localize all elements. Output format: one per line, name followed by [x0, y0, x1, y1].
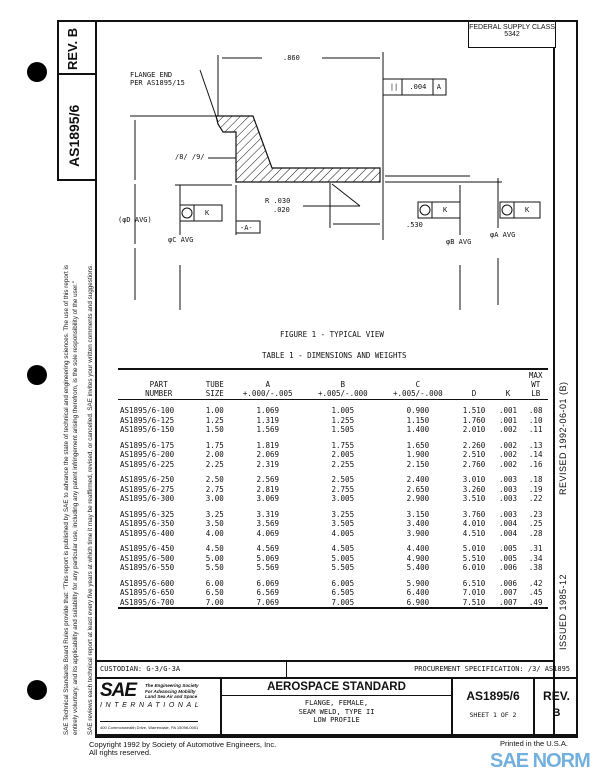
- table-cell: .007: [498, 597, 518, 607]
- table-title: TABLE 1 - DIMENSIONS AND WEIGHTS: [262, 351, 407, 360]
- table-cell: 5.50: [205, 563, 224, 572]
- table-cell: 7.069: [256, 597, 280, 607]
- watermark: SAE NORM: [490, 750, 590, 772]
- table-cell: 3.319: [256, 509, 280, 519]
- table-cell: 6.50: [205, 588, 224, 597]
- sae-logo: SAE: [100, 680, 137, 701]
- table-cell: .003: [498, 494, 518, 503]
- table-cell: 3.260: [462, 484, 486, 494]
- table-cell: 1.319: [256, 415, 280, 425]
- table-cell: .42: [528, 578, 543, 588]
- table-cell: AS1895/6-700: [120, 597, 175, 607]
- table-cell: 1.510: [462, 406, 486, 415]
- table-cell: 3.150: [406, 509, 430, 519]
- table-cell: 2.505: [331, 475, 355, 484]
- table-cell: AS1895/6-300: [120, 494, 175, 503]
- table-cell: 1.00: [205, 406, 224, 415]
- figure-caption: FIGURE 1 - TYPICAL VIEW: [280, 330, 384, 339]
- table-cell: 1.75: [205, 440, 224, 450]
- table-cell: 5.400: [406, 563, 430, 572]
- table-cell: 5.900: [406, 578, 430, 588]
- table-cell: .002: [498, 440, 518, 450]
- table-cell: .22: [528, 494, 543, 503]
- table-cell: .14: [528, 450, 543, 459]
- table-cell: 4.400: [406, 544, 430, 553]
- table-row: [118, 416, 548, 426]
- issued-date: ISSUED 1985-12: [558, 573, 568, 650]
- sae-logo-block: [95, 679, 222, 736]
- table-cell: 2.319: [256, 459, 280, 469]
- procurement-spec: PROCUREMENT SPECIFICATION: /3/ AS1895: [414, 665, 570, 673]
- supply-class-box: FEDERAL SUPPLY CLASS 5342: [468, 20, 556, 48]
- dia-c-label: φC AVG: [168, 236, 194, 244]
- table-cell: .003: [498, 509, 518, 519]
- table-cell: 2.819: [256, 484, 280, 494]
- table-cell: .002: [498, 459, 518, 469]
- figure-drawing: [0, 0, 600, 340]
- table-cell: 1.150: [406, 415, 430, 425]
- table-cell: .08: [528, 406, 543, 415]
- table-cell: 2.760: [462, 459, 486, 469]
- table-cell: 2.650: [406, 484, 430, 494]
- table-cell: 3.50: [205, 519, 224, 528]
- table-cell: 3.900: [406, 528, 430, 538]
- rev-block: REV. B: [543, 689, 570, 719]
- table-row: [118, 435, 548, 451]
- dimensions-table: [118, 368, 548, 609]
- table-cell: .002: [498, 425, 518, 434]
- column-header: B +.005/-.000: [305, 369, 380, 400]
- column-header: K: [493, 369, 524, 400]
- table-cell: 2.75: [205, 484, 224, 494]
- column-header: D: [455, 369, 492, 400]
- table-cell: 6.400: [406, 588, 430, 597]
- table-cell: AS1895/6-200: [120, 450, 175, 459]
- table-cell: 6.00: [205, 578, 224, 588]
- table-cell: .19: [528, 484, 543, 494]
- table-cell: .31: [528, 544, 543, 553]
- table-cell: 2.900: [406, 494, 430, 503]
- table-cell: 1.755: [331, 440, 355, 450]
- table-cell: 1.255: [331, 415, 355, 425]
- table-cell: 4.50: [205, 544, 224, 553]
- document-category: AEROSPACE STANDARD: [222, 679, 451, 696]
- datum-a: -A-: [240, 224, 253, 232]
- table-cell: .007: [498, 588, 518, 597]
- table-cell: 7.510: [462, 597, 486, 607]
- sae-address: 400 Commonwealth Drive, Warrendale, PA 15096-0001: [100, 721, 198, 730]
- table-cell: 1.900: [406, 450, 430, 459]
- table-cell: 1.400: [406, 425, 430, 434]
- table-row: [118, 588, 548, 598]
- table-cell: AS1895/6-125: [120, 415, 175, 425]
- table-cell: .11: [528, 425, 543, 434]
- table-cell: .18: [528, 475, 543, 484]
- table-cell: 1.069: [256, 406, 280, 415]
- table-cell: 4.010: [462, 519, 486, 528]
- table-cell: 0.900: [406, 406, 430, 415]
- table-cell: 1.569: [256, 425, 280, 434]
- sheet-number: SHEET 1 OF 2: [469, 711, 517, 719]
- dim-860: .860: [283, 54, 300, 62]
- table-row: [118, 504, 548, 520]
- table-cell: 2.255: [331, 459, 355, 469]
- table-cell: 6.510: [462, 578, 486, 588]
- table-cell: .005: [498, 553, 518, 563]
- position-tolerance-a: [500, 202, 540, 218]
- table-cell: .45: [528, 588, 543, 597]
- table-cell: .001: [498, 415, 518, 425]
- position-tolerance-b: [418, 202, 460, 218]
- table-cell: 5.005: [331, 553, 355, 563]
- table-row: [118, 563, 548, 573]
- table-row: [118, 469, 548, 485]
- table-cell: 1.760: [462, 415, 486, 425]
- column-header: MAX WT LB: [523, 369, 548, 400]
- doc-number: AS1895/6: [66, 104, 82, 167]
- table-cell: 4.510: [462, 528, 486, 538]
- flange-section: [216, 116, 380, 182]
- flange-end-note: FLANGE END PER AS1895/15: [130, 71, 185, 87]
- table-cell: AS1895/6-350: [120, 519, 175, 528]
- table-cell: AS1895/6-650: [120, 588, 175, 597]
- table-row: [118, 573, 548, 589]
- table-cell: 7.005: [331, 597, 355, 607]
- table-cell: 3.510: [462, 494, 486, 503]
- table-cell: 1.650: [406, 440, 430, 450]
- table-cell: .13: [528, 440, 543, 450]
- table-cell: 2.400: [406, 475, 430, 484]
- table-cell: 2.755: [331, 484, 355, 494]
- table-cell: .005: [498, 544, 518, 553]
- table-cell: 3.010: [462, 475, 486, 484]
- table-cell: 4.005: [331, 528, 355, 538]
- table-cell: 3.505: [331, 519, 355, 528]
- table-cell: 6.069: [256, 578, 280, 588]
- table-cell: 2.50: [205, 475, 224, 484]
- revised-date: REVISED 1992-06-01 (B): [558, 381, 568, 495]
- table-cell: AS1895/6-325: [120, 509, 175, 519]
- table-cell: 3.069: [256, 494, 280, 503]
- position-tolerance-c: [180, 205, 222, 221]
- table-cell: 2.00: [205, 450, 224, 459]
- table-cell: 6.900: [406, 597, 430, 607]
- table-cell: 5.505: [331, 563, 355, 572]
- table-row: [118, 485, 548, 495]
- table-row: [118, 400, 548, 416]
- table-cell: .25: [528, 519, 543, 528]
- k-label: K: [205, 209, 210, 217]
- table-cell: 2.010: [462, 425, 486, 434]
- dia-b-label: φB AVG: [446, 238, 472, 246]
- table-row: [118, 554, 548, 564]
- table-cell: 4.569: [256, 544, 280, 553]
- table-cell: 2.150: [406, 459, 430, 469]
- table-cell: 3.255: [331, 509, 355, 519]
- table-cell: AS1895/6-550: [120, 563, 175, 572]
- table-cell: 3.760: [462, 509, 486, 519]
- table-cell: AS1895/6-225: [120, 459, 175, 469]
- logo-tagline: The Engineering Society For Advancing Mobility Land Sea Air and Space: [145, 683, 199, 699]
- table-cell: 5.069: [256, 553, 280, 563]
- printed-in: Printed in the U.S.A.: [500, 739, 568, 748]
- table-cell: 6.569: [256, 588, 280, 597]
- table-cell: 3.25: [205, 509, 224, 519]
- table-cell: 2.069: [256, 450, 280, 459]
- table-cell: 1.505: [331, 425, 355, 434]
- table-cell: 2.005: [331, 450, 355, 459]
- weld-note: /8/ /9/: [175, 153, 205, 161]
- k-label: K: [443, 206, 448, 214]
- table-cell: AS1895/6-600: [120, 578, 175, 588]
- table-row: [118, 598, 548, 609]
- copyright: Copyright 1992 by Society of Automotive Engineers, Inc. All rights reserved.: [89, 740, 277, 757]
- table-row: [118, 425, 548, 435]
- table-cell: 4.900: [406, 553, 430, 563]
- table-cell: AS1895/6-500: [120, 553, 175, 563]
- table-cell: 2.25: [205, 459, 224, 469]
- logo-international: INTERNATIONAL: [100, 702, 203, 709]
- dia-a-label: φA AVG: [490, 231, 516, 239]
- table-cell: 1.25: [205, 415, 224, 425]
- title-block: [95, 679, 578, 736]
- table-cell: .38: [528, 563, 543, 572]
- table-cell: .34: [528, 553, 543, 563]
- table-row: [118, 519, 548, 529]
- table-cell: 3.400: [406, 519, 430, 528]
- table-cell: .23: [528, 509, 543, 519]
- table-cell: .28: [528, 528, 543, 538]
- table-cell: .002: [498, 450, 518, 459]
- table-cell: 5.510: [462, 553, 486, 563]
- table-cell: .004: [498, 519, 518, 528]
- table-cell: .003: [498, 484, 518, 494]
- binder-hole: [27, 365, 47, 385]
- table-cell: .49: [528, 597, 543, 607]
- table-cell: 1.50: [205, 425, 224, 434]
- table-row: [118, 450, 548, 460]
- column-header: C +.005/-.000: [380, 369, 455, 400]
- dim-530: .530: [406, 221, 423, 229]
- table-cell: 2.260: [462, 440, 486, 450]
- table-cell: AS1895/6-450: [120, 544, 175, 553]
- table-cell: .10: [528, 415, 543, 425]
- disclaimer: SAE Technical Standards Board Rules provide that: "This report is published by SAE to advance the state of technical and engineering sciences. The use of this report is entirely voluntary, and its applicability and suitability for any particular use, including any patent infringement arising therefrom, is the sole responsibility of the user." SAE reviews each technical report at least every five years at which time it may be reaffirmed, revised, or cancelled. SAE invites your written comments and suggestions.: [63, 264, 94, 735]
- table-cell: 2.510: [462, 450, 486, 459]
- table-cell: 7.010: [462, 588, 486, 597]
- table-cell: 1.819: [256, 440, 280, 450]
- table-cell: 6.505: [331, 588, 355, 597]
- column-header: PART NUMBER: [118, 369, 199, 400]
- table-cell: 4.505: [331, 544, 355, 553]
- table-cell: 3.00: [205, 494, 224, 503]
- doc-number-block: AS1895/6: [466, 689, 520, 703]
- table-cell: 3.005: [331, 494, 355, 503]
- table-cell: 5.569: [256, 563, 280, 572]
- table-cell: AS1895/6-100: [120, 406, 175, 415]
- radius-note: R .030 .020: [265, 197, 291, 214]
- table-cell: .006: [498, 578, 518, 588]
- table-cell: .16: [528, 459, 543, 469]
- k-label: K: [525, 206, 530, 214]
- table-row: [118, 529, 548, 539]
- table-cell: AS1895/6-400: [120, 528, 175, 538]
- table-row: [118, 538, 548, 554]
- table-cell: AS1895/6-150: [120, 425, 175, 434]
- table-cell: 4.069: [256, 528, 280, 538]
- table-cell: AS1895/6-275: [120, 484, 175, 494]
- document-title: FLANGE, FEMALE, SEAM WELD, TYPE II LOW PROFILE: [298, 699, 375, 724]
- table-cell: .001: [498, 406, 518, 415]
- table-cell: 3.569: [256, 519, 280, 528]
- dia-d-label: (φD AVG): [118, 216, 152, 224]
- table-cell: 5.010: [462, 544, 486, 553]
- rev-label: REV. B: [65, 27, 80, 70]
- custodian: CUSTODIAN: G-3/G-3A: [100, 665, 181, 673]
- parallelism-values: || .004 A: [389, 83, 441, 91]
- table-cell: .004: [498, 528, 518, 538]
- binder-hole: [27, 680, 47, 700]
- table-cell: 5.00: [205, 553, 224, 563]
- table-cell: AS1895/6-175: [120, 440, 175, 450]
- table-cell: 7.00: [205, 597, 224, 607]
- table-cell: 2.569: [256, 475, 280, 484]
- table-cell: .003: [498, 475, 518, 484]
- table-cell: 6.010: [462, 563, 486, 572]
- table-cell: 4.00: [205, 528, 224, 538]
- table-cell: .006: [498, 563, 518, 572]
- table-cell: 6.005: [331, 578, 355, 588]
- table-cell: AS1895/6-250: [120, 475, 175, 484]
- table-row: [118, 494, 548, 504]
- column-header: A +.000/-.005: [230, 369, 305, 400]
- table-cell: 1.005: [331, 406, 355, 415]
- table-row: [118, 460, 548, 470]
- column-header: TUBE SIZE: [199, 369, 230, 400]
